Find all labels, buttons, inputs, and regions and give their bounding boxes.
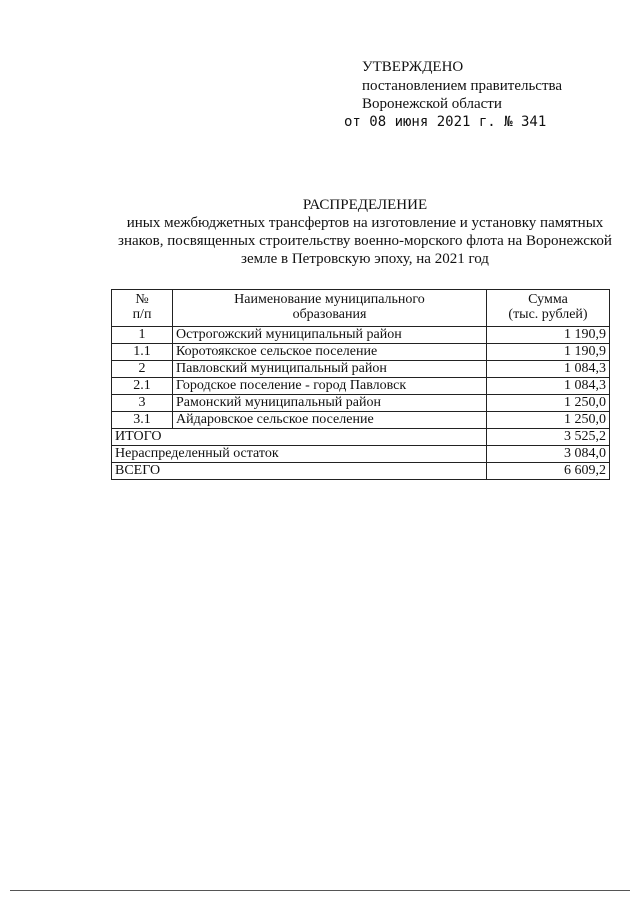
remainder-row	[112, 446, 610, 463]
total-sum: 3 525,2	[487, 429, 610, 446]
approval-date-line: от 08 июня 2021 г. № 341	[344, 114, 547, 130]
page-footer-divider	[10, 890, 630, 891]
row-sum: 1 190,9	[487, 344, 610, 361]
approval-line-2: Воронежской области	[362, 96, 502, 112]
row-name: Городское поселение - город Павловск	[173, 378, 487, 395]
row-number: 3	[112, 395, 173, 412]
row-number: 2.1	[112, 378, 173, 395]
table-row	[112, 327, 610, 344]
row-number: 1	[112, 327, 173, 344]
remainder-label: Нераспределенный остаток	[112, 446, 487, 463]
row-sum: 1 084,3	[487, 378, 610, 395]
header-name: Наименование муниципального образования	[173, 290, 487, 327]
grand-total-row	[112, 463, 610, 480]
row-number: 3.1	[112, 412, 173, 429]
row-sum: 1 190,9	[487, 327, 610, 344]
table-header-row	[112, 290, 610, 327]
table-row	[112, 395, 610, 412]
row-sum: 1 084,3	[487, 361, 610, 378]
row-number: 1.1	[112, 344, 173, 361]
table-row	[112, 412, 610, 429]
row-name: Рамонский муниципальный район	[173, 395, 487, 412]
table-row	[112, 361, 610, 378]
row-name: Коротоякское сельское поселение	[173, 344, 487, 361]
row-name: Айдаровское сельское поселение	[173, 412, 487, 429]
total-row	[112, 429, 610, 446]
header-number: № п/п	[112, 290, 173, 327]
row-sum: 1 250,0	[487, 412, 610, 429]
document-title: РАСПРЕДЕЛЕНИЕ	[302, 197, 428, 213]
row-name: Павловский муниципальный район	[173, 361, 487, 378]
remainder-sum: 3 084,0	[487, 446, 610, 463]
grand-total-label: ВСЕГО	[112, 463, 487, 480]
table-row	[112, 378, 610, 395]
distribution-table	[111, 289, 610, 480]
header-sum: Сумма (тыс. рублей)	[487, 290, 610, 327]
table-row	[112, 344, 610, 361]
document-subtitle-line-3: земле в Петровскую эпоху, на 2021 год	[241, 251, 489, 267]
total-label: ИТОГО	[112, 429, 487, 446]
approval-title: УТВЕРЖДЕНО	[362, 59, 464, 75]
document-heading	[100, 196, 630, 268]
document-subtitle-line-2: знаков, посвященных строительству военно-морского флота на Воронежской	[118, 233, 612, 249]
document-subtitle-line-1: иных межбюджетных трансфертов на изготовление и установку памятных	[126, 215, 604, 231]
approval-line-1: постановлением правительства	[362, 77, 563, 94]
grand-total-sum: 6 609,2	[487, 463, 610, 480]
row-number: 2	[112, 361, 173, 378]
approval-stamp	[362, 58, 562, 114]
row-name: Острогожский муниципальный район	[173, 327, 487, 344]
row-sum: 1 250,0	[487, 395, 610, 412]
